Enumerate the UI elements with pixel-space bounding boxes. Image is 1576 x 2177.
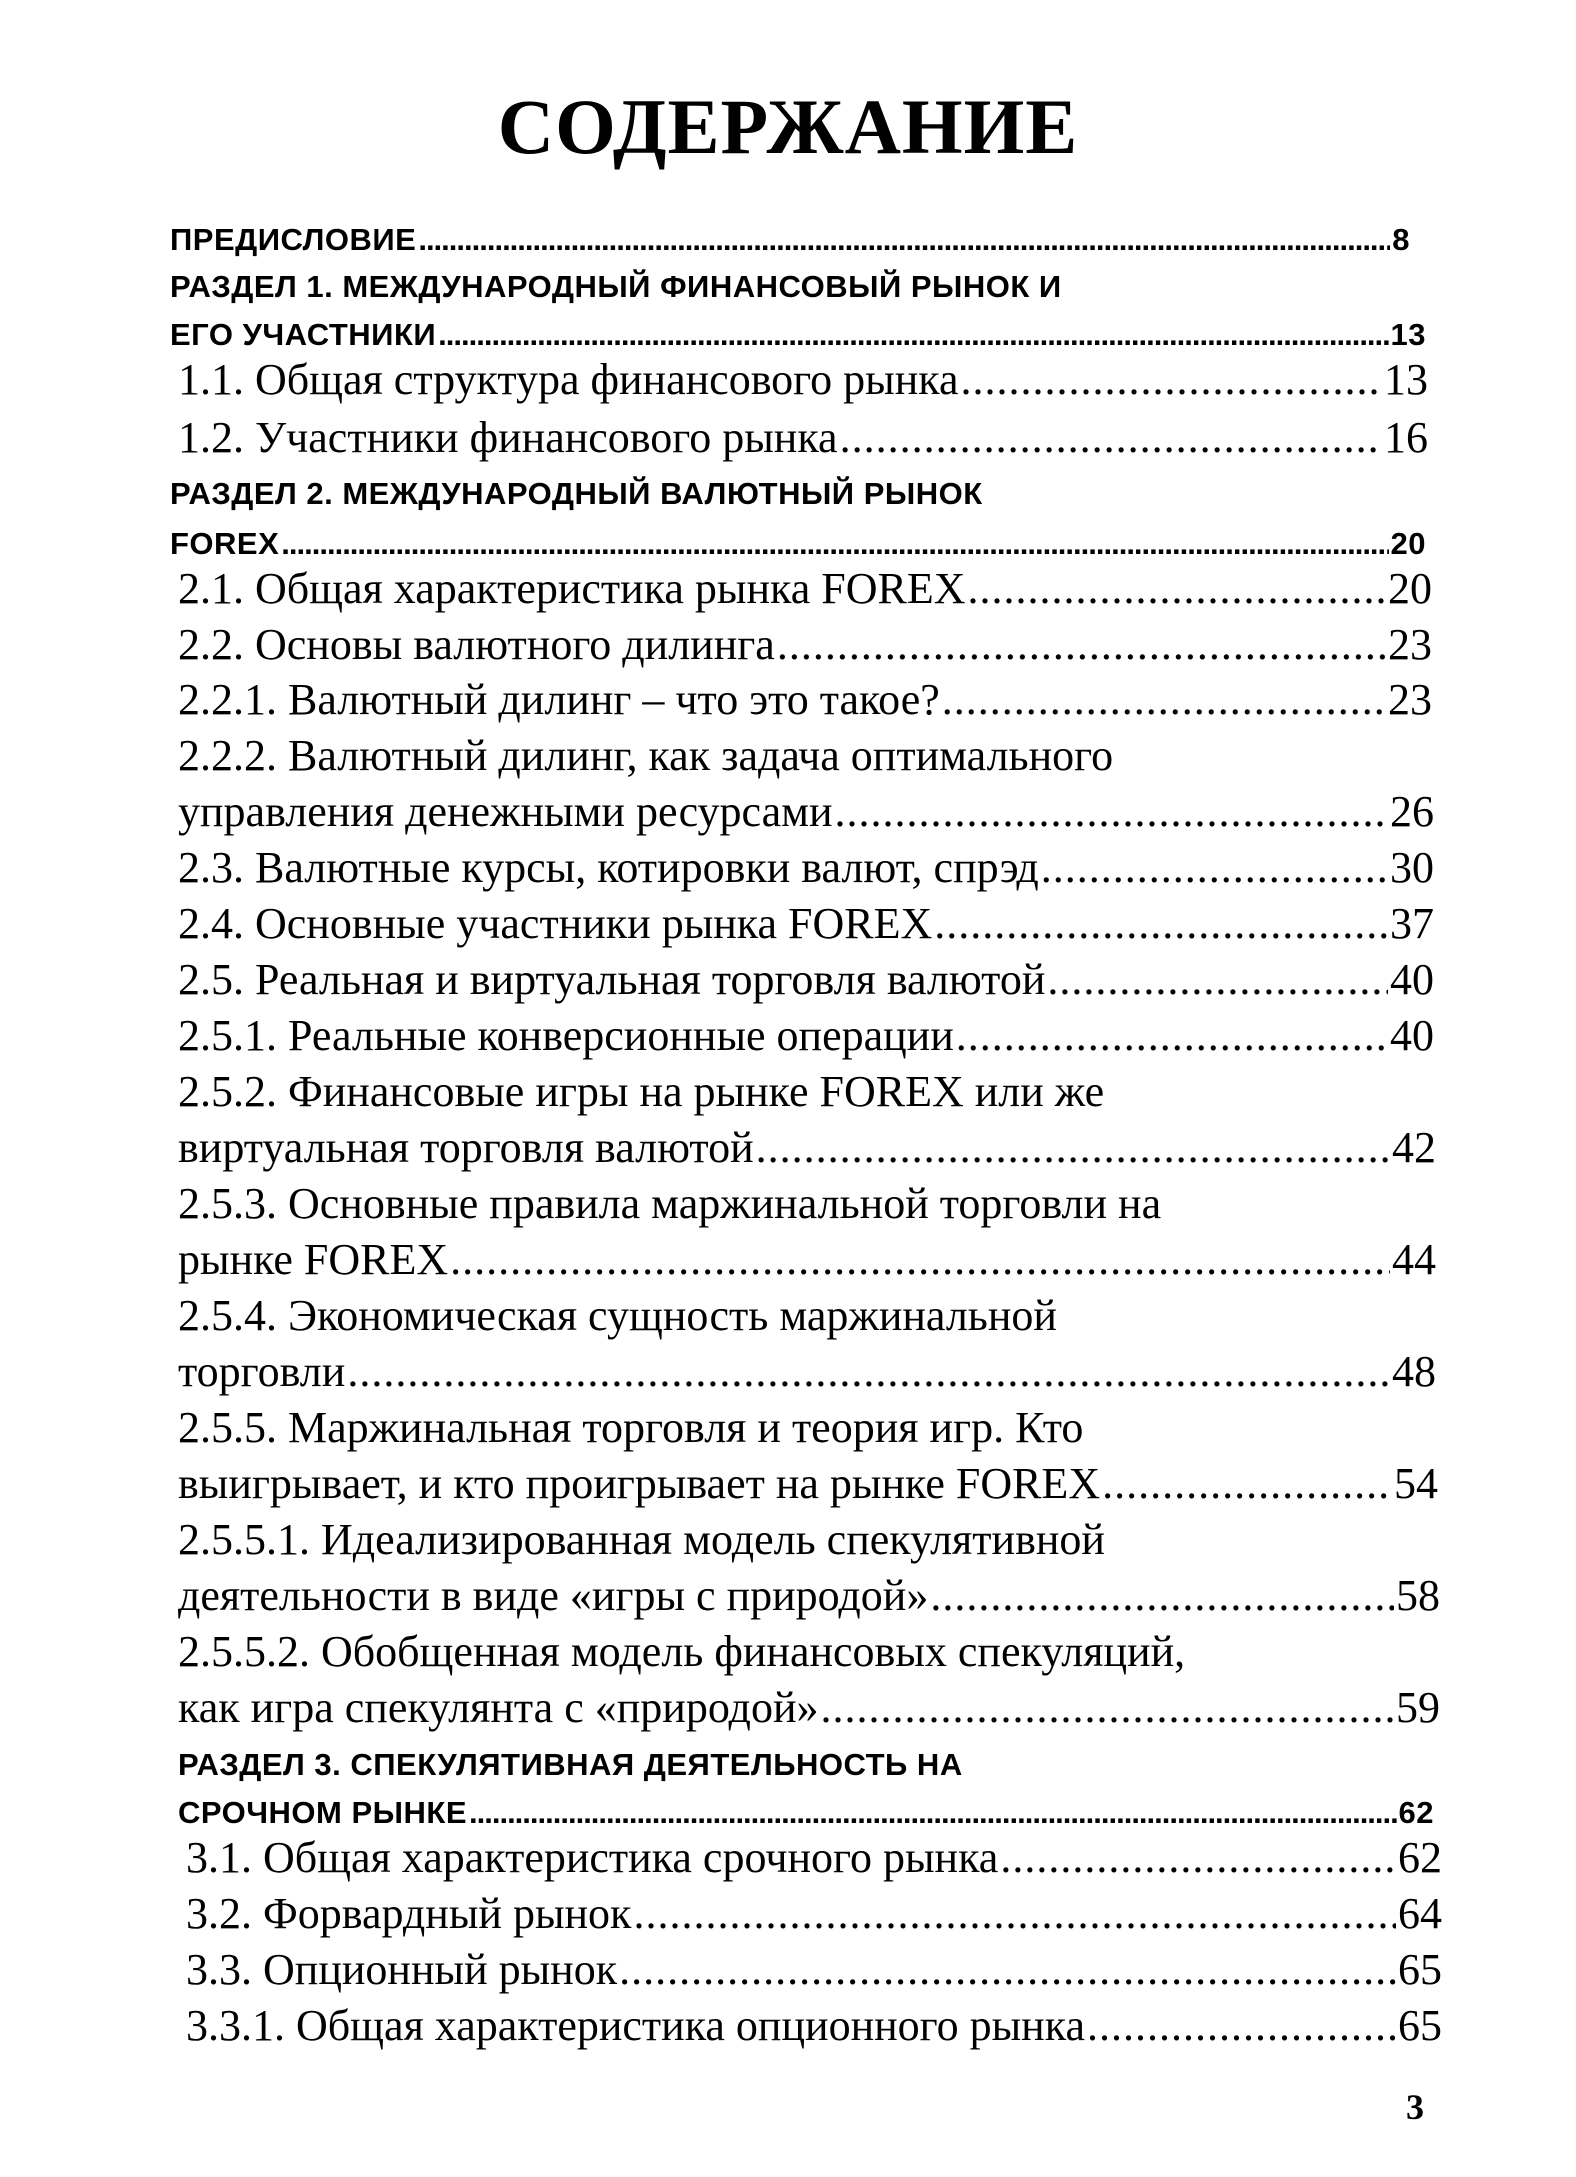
toc-entry-page: 13 (1384, 355, 1428, 404)
leader-dots (835, 786, 1388, 837)
toc-entry-title: 1.1. Общая структура финансового рынка (178, 355, 959, 404)
toc-entry[interactable] (178, 842, 1434, 893)
toc-entry-title: 2.5.5. Маржинальная торговля и теория игр. Кто (178, 1403, 1084, 1452)
leader-dots (633, 1888, 1396, 1939)
leader-dots (968, 563, 1386, 614)
toc-entry-page: 16 (1384, 413, 1428, 462)
leader-dots (1041, 842, 1388, 893)
toc-entry-title: 2.5.4. Экономическая сущность маржинальной (178, 1291, 1057, 1340)
toc-entry[interactable] (178, 786, 1434, 837)
toc-entry-title: 2.4. Основные участники рынка FOREX (178, 899, 933, 948)
toc-entry[interactable] (178, 412, 1428, 463)
toc-entry-title: как игра спекулянта с «природой» (178, 1683, 819, 1732)
toc-entry-title: ПРЕДИСЛОВИЕ (170, 222, 417, 257)
toc-entry-title: 2.5. Реальная и виртуальная торговля валютой (178, 955, 1046, 1004)
leader-dots (281, 526, 1388, 562)
toc-entry-title: 3.1. Общая характеристика срочного рынка (186, 1833, 999, 1882)
leader-dots (756, 1122, 1390, 1173)
toc-entry[interactable] (178, 730, 1432, 781)
toc-entry-page: 26 (1390, 787, 1434, 836)
toc-entry-page: 40 (1390, 955, 1434, 1004)
toc-entry[interactable] (178, 1290, 1436, 1341)
toc-entry[interactable] (186, 1944, 1442, 1995)
toc-entry-title: рынке FOREX (178, 1235, 449, 1284)
toc-entry-title: деятельности в виде «игры с природой» (178, 1571, 929, 1620)
toc-entry[interactable] (170, 317, 1426, 353)
toc-entry-title: 2.2.2. Валютный дилинг, как задача оптимального (178, 731, 1114, 780)
toc-entry-page: 48 (1392, 1347, 1436, 1396)
toc-entry-page: 65 (1398, 1945, 1442, 1994)
toc-entry[interactable] (178, 1178, 1436, 1229)
leader-dots (619, 1944, 1396, 1995)
toc-entry-title: 2.3. Валютные курсы, котировки валют, спрэд (178, 843, 1039, 892)
toc-entry[interactable] (186, 2000, 1442, 2051)
toc-entry[interactable] (178, 563, 1432, 614)
toc-entry-page: 44 (1392, 1235, 1436, 1284)
toc-entry[interactable] (178, 1346, 1436, 1397)
leader-dots (1000, 1832, 1396, 1883)
toc-entry[interactable] (178, 1234, 1436, 1285)
page-title: СОДЕРЖАНИЕ (497, 83, 1079, 170)
toc-entry[interactable] (178, 1747, 1434, 1783)
leader-dots (1047, 954, 1388, 1005)
toc-entry-title: 2.5.5.1. Идеализированная модель спекулятивной (178, 1515, 1105, 1564)
toc-entry[interactable] (178, 1682, 1440, 1733)
toc-entry-page: 59 (1396, 1683, 1440, 1732)
leader-dots (469, 1795, 1397, 1831)
toc-entry[interactable] (186, 1888, 1442, 1939)
leader-dots (418, 222, 1390, 258)
toc-entry-title: РАЗДЕЛ 1. МЕЖДУНАРОДНЫЙ ФИНАНСОВЫЙ РЫНОК И (170, 269, 1062, 304)
toc-entry-title: 3.3. Опционный рынок (186, 1945, 618, 1994)
toc-entry-title: 2.5.5.2. Обобщенная модель финансовых спекуляций, (178, 1627, 1186, 1676)
leader-dots (956, 1010, 1388, 1061)
toc-entry-page: 20 (1388, 564, 1432, 613)
toc-entry[interactable] (186, 1832, 1442, 1883)
toc-entry-title: 2.2. Основы валютного дилинга (178, 620, 775, 669)
toc-entry-title: РАЗДЕЛ 3. СПЕКУЛЯТИВНАЯ ДЕЯТЕЛЬНОСТЬ НА (178, 1747, 963, 1782)
toc-entry[interactable] (178, 619, 1432, 670)
toc-entry-title: 2.5.1. Реальные конверсионные операции (178, 1011, 954, 1060)
page-number: 3 (1406, 2087, 1424, 2127)
toc-entry-page: 20 (1390, 526, 1426, 561)
toc-entry-page: 40 (1390, 1011, 1434, 1060)
toc-entry-title: 2.5.3. Основные правила маржинальной торговли на (178, 1179, 1162, 1228)
toc-entry-page: 37 (1390, 899, 1434, 948)
toc-entry-title: 3.2. Форвардный рынок (186, 1889, 632, 1938)
toc-entry-page: 30 (1390, 843, 1434, 892)
toc-entry-title: 2.2.1. Валютный дилинг – что это такое? (178, 675, 940, 724)
toc-entry-title: ЕГО УЧАСТНИКИ (170, 317, 437, 352)
leader-dots (821, 1682, 1395, 1733)
toc-entry-title: выигрывает, и кто проигрывает на рынке FOREX (178, 1459, 1101, 1508)
toc-entry-title: 3.3.1. Общая характеристика опционного рынка (186, 2001, 1085, 2050)
leader-dots (438, 317, 1388, 353)
toc-entry[interactable] (170, 526, 1426, 562)
toc-entry[interactable] (178, 1626, 1440, 1677)
toc-entry-title: 2.1. Общая характеристика рынка FOREX (178, 564, 966, 613)
toc-entry-page: 42 (1392, 1123, 1436, 1172)
leader-dots (960, 354, 1382, 405)
leader-dots (942, 674, 1386, 725)
toc-entry-page: 65 (1398, 2001, 1442, 2050)
toc-entry[interactable] (170, 476, 1410, 512)
toc-entry-title: 2.5.2. Финансовые игры на рынке FOREX или же (178, 1067, 1105, 1116)
toc-entry-page: 8 (1392, 222, 1410, 257)
toc-entry-page: 62 (1398, 1795, 1434, 1830)
toc-entry[interactable] (178, 354, 1428, 405)
toc-entry-page: 54 (1394, 1459, 1438, 1508)
leader-dots (347, 1346, 1390, 1397)
toc-entry-page: 64 (1398, 1889, 1442, 1938)
toc-entry-title: СРОЧНОМ РЫНКЕ (178, 1795, 467, 1830)
toc-entry[interactable] (178, 1514, 1438, 1565)
toc-entry-page: 13 (1390, 317, 1426, 352)
toc-entry[interactable] (170, 269, 1410, 305)
leader-dots (777, 619, 1386, 670)
leader-dots (1087, 2000, 1396, 2051)
toc-entry[interactable] (178, 674, 1432, 725)
toc-entry[interactable] (178, 1795, 1434, 1831)
leader-dots (840, 412, 1382, 463)
toc-entry[interactable] (178, 898, 1434, 949)
toc-entry-title: торговли (178, 1347, 346, 1396)
toc-entry[interactable] (178, 1458, 1438, 1509)
leader-dots (1102, 1458, 1392, 1509)
toc-entry-page: 23 (1388, 620, 1432, 669)
toc-entry-page: 58 (1396, 1571, 1440, 1620)
toc-entry[interactable] (178, 1066, 1434, 1117)
leader-dots (934, 898, 1388, 949)
toc-entry[interactable] (178, 1010, 1434, 1061)
toc-entry[interactable] (170, 222, 1410, 258)
toc-entry[interactable] (178, 1122, 1436, 1173)
leader-dots (930, 1570, 1394, 1621)
toc-entry-title: 1.2. Участники финансового рынка (178, 413, 838, 462)
toc-entry[interactable] (178, 1570, 1440, 1621)
toc-entry[interactable] (178, 954, 1434, 1005)
toc-entry-title: FOREX (170, 526, 280, 561)
leader-dots (450, 1234, 1390, 1285)
toc-entry-page: 23 (1388, 675, 1432, 724)
toc-entry-page: 62 (1398, 1833, 1442, 1882)
toc-entry-title: управления денежными ресурсами (178, 787, 833, 836)
toc-entry[interactable] (178, 1402, 1438, 1453)
toc-entry-title: виртуальная торговля валютой (178, 1123, 754, 1172)
toc-entry-title: РАЗДЕЛ 2. МЕЖДУНАРОДНЫЙ ВАЛЮТНЫЙ РЫНОК (170, 476, 983, 511)
